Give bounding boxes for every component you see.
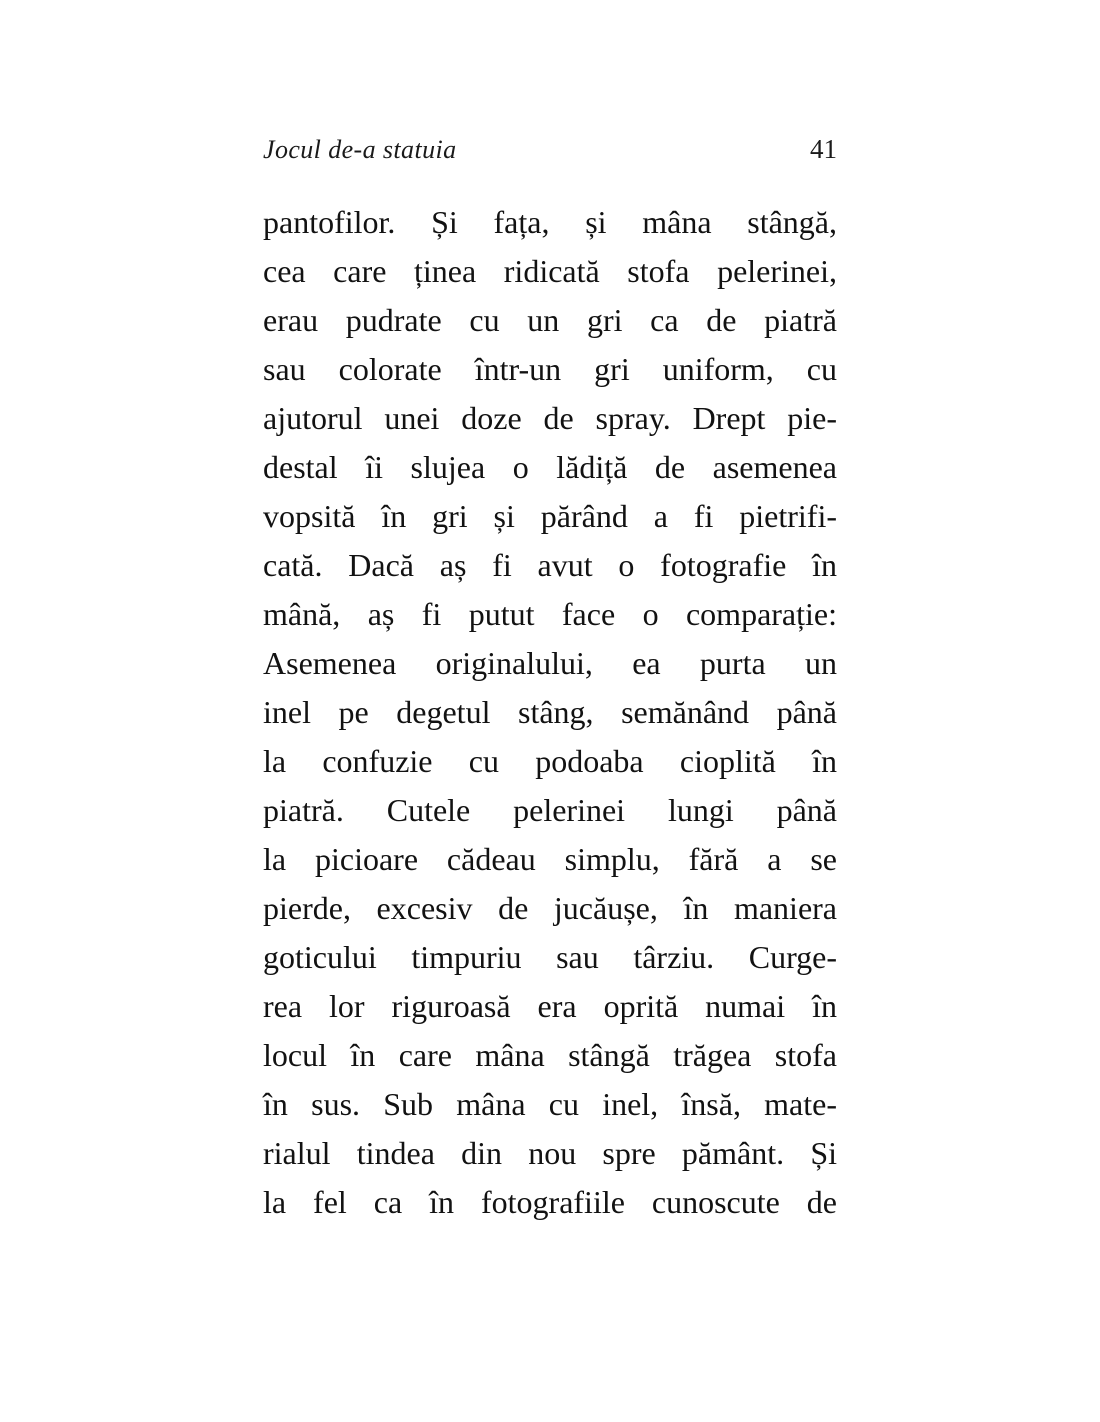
text-line: destal îi slujea o lădiță de asemenea — [263, 449, 837, 485]
text-line: mână, aș fi putut face o comparație: — [263, 596, 837, 632]
text-line: rialul tindea din nou spre pământ. Și — [263, 1135, 837, 1171]
text-line: piatră. Cutele pelerinei lungi până — [263, 792, 837, 828]
text-line: la picioare cădeau simplu, fără a se — [263, 841, 837, 877]
text-line: în sus. Sub mâna cu inel, însă, mate- — [263, 1086, 837, 1122]
text-line: Asemenea originalului, ea purta un — [263, 645, 837, 681]
text-line: pierde, excesiv de jucăușe, în maniera — [263, 890, 837, 926]
body-text — [263, 198, 837, 1227]
text-line: erau pudrate cu un gri ca de piatră — [263, 302, 837, 338]
text-line: sau colorate într-un gri uniform, cu — [263, 351, 837, 387]
text-line: la confuzie cu podoaba cioplită în — [263, 743, 837, 779]
page-number: 41 — [810, 134, 837, 164]
text-line: locul în care mâna stângă trăgea stofa — [263, 1037, 837, 1073]
text-line: inel pe degetul stâng, semănând până — [263, 694, 837, 730]
text-line: vopsită în gri și părând a fi pietrifi- — [263, 498, 837, 534]
running-title: Jocul de-a statuia — [263, 135, 457, 164]
text-line: la fel ca în fotografiile cunoscute de — [263, 1184, 837, 1220]
text-line: goticului timpuriu sau târziu. Curge- — [263, 939, 837, 975]
text-line: cată. Dacă aș fi avut o fotografie în — [263, 547, 837, 583]
text-line: rea lor riguroasă era oprită numai în — [263, 988, 837, 1024]
running-header — [263, 134, 837, 165]
text-line: pantofilor. Și fața, și mâna stângă, — [263, 204, 837, 240]
text-line: ajutorul unei doze de spray. Drept pie- — [263, 400, 837, 436]
text-line: cea care ținea ridicată stofa pelerinei, — [263, 253, 837, 289]
